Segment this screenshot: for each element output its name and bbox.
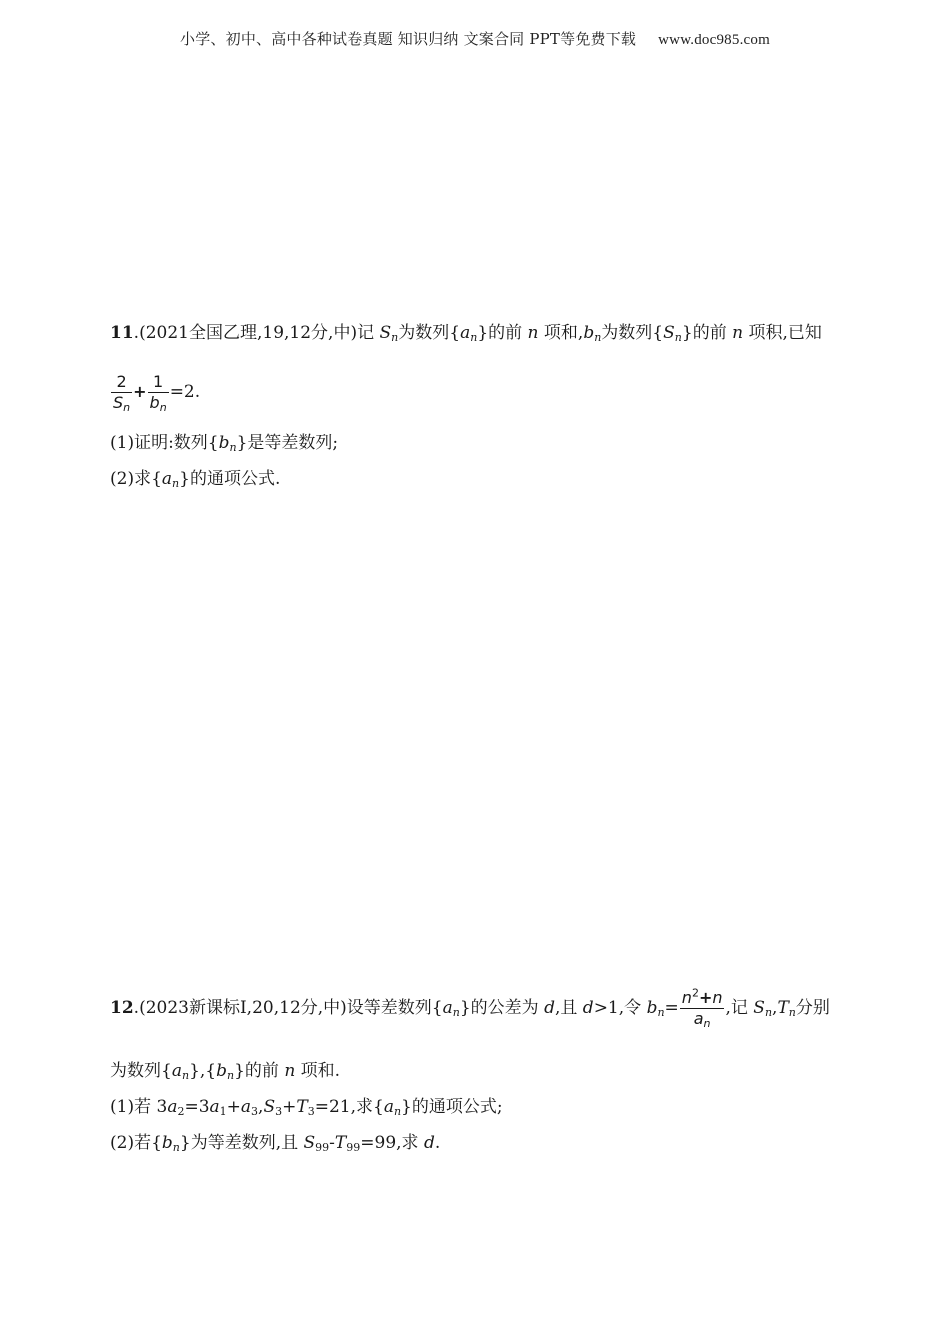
fraction-1-over-bn bbox=[148, 372, 169, 413]
q11-text: 为数列{ bbox=[601, 323, 664, 343]
frac-denominator bbox=[680, 1008, 725, 1029]
q12-text: (2)若{ bbox=[110, 1133, 162, 1153]
plus-sign: + bbox=[698, 988, 713, 1007]
header-url[interactable]: www.doc985.com bbox=[658, 32, 770, 48]
var-d: d bbox=[423, 1133, 435, 1153]
sub-n: n bbox=[159, 401, 167, 414]
q11-text: 项和, bbox=[538, 323, 584, 343]
sub-n: n bbox=[227, 1069, 235, 1082]
q11-text: }是等差数列; bbox=[236, 433, 339, 453]
q12-text: + bbox=[226, 1097, 241, 1117]
var-S: S bbox=[753, 998, 765, 1018]
q11-text: 记 bbox=[357, 323, 380, 343]
var-a: a bbox=[167, 1097, 178, 1117]
sub-n: n bbox=[452, 1006, 460, 1019]
q12-text: =21,求{ bbox=[314, 1097, 384, 1117]
sub-n: n bbox=[391, 331, 399, 344]
sub-n: n bbox=[172, 1141, 180, 1154]
sub-99: 99 bbox=[315, 1141, 330, 1154]
q12-text: + bbox=[282, 1097, 297, 1117]
sub-n: n bbox=[703, 1017, 711, 1030]
sub-3: 3 bbox=[251, 1105, 259, 1118]
q11-formula bbox=[110, 372, 200, 413]
q12-text: >1,令 bbox=[593, 998, 647, 1018]
var-T: T bbox=[334, 1133, 347, 1153]
sub-n: n bbox=[123, 401, 131, 414]
q11-text: }的通项公式. bbox=[179, 469, 281, 489]
var-S: S bbox=[263, 1097, 276, 1117]
sub-n: n bbox=[181, 1069, 190, 1082]
q12-line-2 bbox=[110, 1060, 340, 1082]
var-a: a bbox=[693, 1009, 704, 1028]
sub-n: n bbox=[674, 331, 682, 344]
q12-text: ,且 bbox=[554, 998, 583, 1018]
var-b: b bbox=[646, 998, 658, 1018]
q12-text: 为数列{ bbox=[110, 1061, 172, 1081]
q12-text: , bbox=[258, 1097, 264, 1117]
sub-99: 99 bbox=[346, 1141, 361, 1154]
q11-text: }的前 bbox=[681, 323, 733, 343]
var-a: a bbox=[240, 1097, 252, 1117]
q12-line-1: 12.(2023新课标Ⅰ,20,12分,中)设等差数列$\{a_n\}$的公差为 d,且 d>1,令 $b_n=$ $\frac{n^2+n}{a_n}$ ,记 $S_n,T_n$分别 bbox=[110, 986, 830, 1030]
sub-n: n bbox=[788, 1006, 796, 1019]
q11-part-2 bbox=[110, 468, 280, 490]
q11-number: 11 bbox=[110, 323, 134, 343]
var-a: a bbox=[171, 1061, 182, 1081]
var-n: n bbox=[712, 988, 723, 1007]
sub-n: n bbox=[470, 331, 478, 344]
var-a: a bbox=[442, 998, 453, 1018]
q12-text: = bbox=[664, 998, 679, 1018]
frac-denominator bbox=[111, 392, 132, 413]
q12-text: (1)若 3 bbox=[110, 1097, 168, 1117]
q12-text: 项和. bbox=[295, 1061, 341, 1081]
frac-numerator: 2 bbox=[116, 372, 127, 391]
var-b: b bbox=[216, 1061, 227, 1081]
fraction-n2-plus-n-over-an bbox=[680, 988, 725, 1029]
q12-text: =3 bbox=[184, 1097, 210, 1117]
sub-n: n bbox=[393, 1105, 402, 1118]
q11-source: .(2021全国乙理,19,12分,中) bbox=[133, 323, 358, 343]
frac-numerator: 1 bbox=[153, 372, 164, 391]
fraction-2-over-Sn bbox=[111, 372, 132, 413]
var-a: a bbox=[209, 1097, 220, 1117]
q12-text: }的前 bbox=[234, 1061, 285, 1081]
var-S: S bbox=[379, 323, 392, 343]
q12-number: 12 bbox=[110, 998, 134, 1018]
var-S: S bbox=[303, 1133, 316, 1153]
q12-text: 分别 bbox=[795, 998, 830, 1018]
page-header bbox=[0, 28, 950, 49]
var-n: n bbox=[681, 988, 692, 1007]
q11-text: (1)证明:数列{ bbox=[110, 433, 219, 453]
var-b: b bbox=[161, 1133, 173, 1153]
frac-denominator bbox=[148, 392, 169, 413]
q12-text: ,记 bbox=[725, 998, 754, 1018]
q12-text: =99,求 bbox=[360, 1133, 424, 1153]
q12-text: . bbox=[434, 1133, 441, 1153]
var-n: n bbox=[732, 323, 744, 343]
var-b: b bbox=[218, 433, 230, 453]
var-d: d bbox=[544, 998, 555, 1018]
var-T: T bbox=[777, 998, 789, 1018]
var-S: S bbox=[663, 323, 675, 343]
sub-n: n bbox=[764, 1006, 773, 1019]
var-d: d bbox=[582, 998, 594, 1018]
var-n: n bbox=[527, 323, 539, 343]
q11-part-1 bbox=[110, 432, 338, 454]
q12-part-2 bbox=[110, 1132, 440, 1154]
q12-text: },{ bbox=[189, 1061, 217, 1081]
exponent-2: 2 bbox=[691, 986, 699, 1000]
var-S: S bbox=[113, 393, 124, 412]
q12-text: 设等差数列{ bbox=[346, 998, 443, 1018]
q11-text: }的前 bbox=[477, 323, 528, 343]
equals-2: =2. bbox=[169, 382, 201, 402]
sub-2: 2 bbox=[177, 1105, 185, 1118]
sub-n: n bbox=[229, 441, 237, 454]
var-a: a bbox=[460, 323, 471, 343]
sub-n: n bbox=[172, 477, 180, 490]
q11-text: 项积,已知 bbox=[743, 323, 822, 343]
q12-text: }为等差数列,且 bbox=[179, 1133, 304, 1153]
sub-n: n bbox=[594, 331, 602, 344]
q11-text: (2)求{ bbox=[110, 469, 162, 489]
var-a: a bbox=[161, 469, 173, 489]
var-a: a bbox=[383, 1097, 394, 1117]
var-b: b bbox=[149, 393, 160, 412]
q12-source: .(2023新课标Ⅰ,20,12分,中) bbox=[133, 998, 347, 1018]
sub-3: 3 bbox=[275, 1105, 283, 1118]
q12-text: }的通项公式; bbox=[401, 1097, 503, 1117]
sub-1: 1 bbox=[219, 1105, 227, 1118]
q11-text: 为数列{ bbox=[398, 323, 461, 343]
header-text: 小学、初中、高中各种试卷真题 知识归纳 文案合同 PPT等免费下载 bbox=[180, 30, 637, 48]
q12-text: }的公差为 bbox=[459, 998, 545, 1018]
var-T: T bbox=[296, 1097, 308, 1117]
plus-sign: + bbox=[133, 382, 147, 401]
q11-line-1 bbox=[110, 322, 822, 344]
var-n: n bbox=[284, 1061, 296, 1081]
q12-part-1 bbox=[110, 1096, 503, 1118]
sub-n: n bbox=[657, 1006, 665, 1019]
sub-3: 3 bbox=[307, 1105, 315, 1118]
frac-numerator bbox=[680, 988, 725, 1008]
q12-text: - bbox=[329, 1133, 335, 1153]
var-b: b bbox=[583, 323, 595, 343]
